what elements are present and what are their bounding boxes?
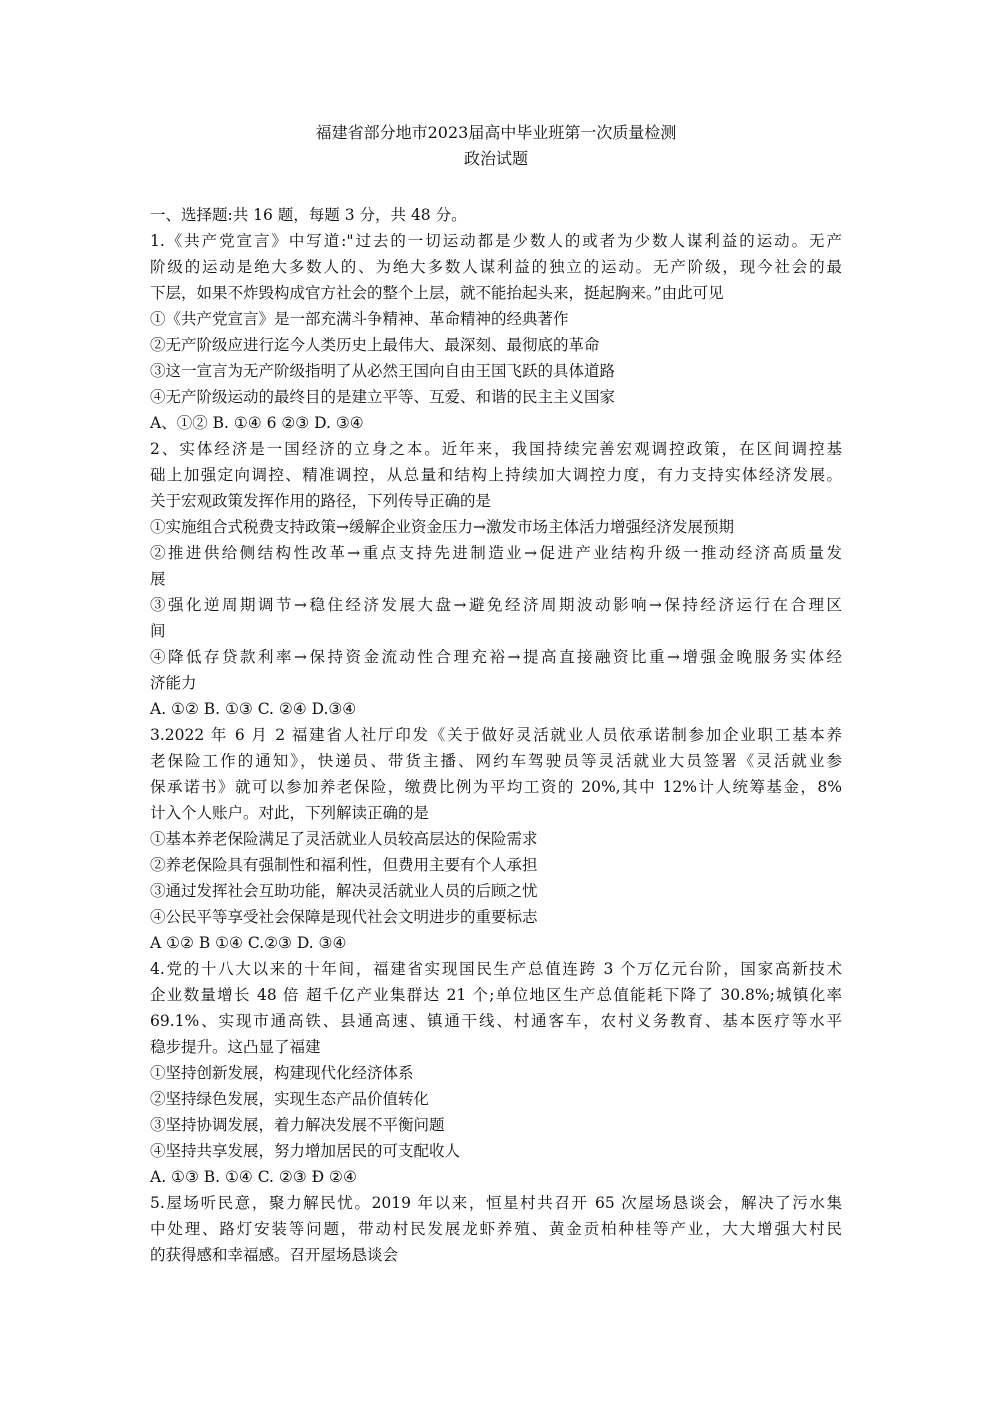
question-stem-line: 2、实体经济是一国经济的立身之本。近年来，我国持续完善宏观调控政策，在区间调控基 <box>150 440 842 458</box>
option-line: ④无产阶级运动的最终目的是建立平等、互爱、和谐的民主主义国家 <box>150 388 616 406</box>
option-line: ②养老保险具有强制性和福利性，但费用主要有个人承担 <box>150 856 538 874</box>
option-line: 间 <box>150 622 166 640</box>
option-line: ③强化逆周期调节→稳住经济发展大盘→避免经济周期波动影响→保持经济运行在合理区 <box>150 596 842 614</box>
question-stem-line: 企业数量增长 48 倍 超千亿产业集群达 21 个;单位地区生产总值能耗下降了 30.8%;城镇化率 <box>150 986 842 1004</box>
exam-body <box>150 202 842 1268</box>
option-line: ①《共产党宣言》是一部充满斗争精神、革命精神的经典著作 <box>150 310 569 328</box>
option-line: ③坚持协调发展，着力解决发展不平衡问题 <box>150 1116 445 1134</box>
question-stem-line: 计入个人账户。对此，下列解读正确的是 <box>150 804 430 822</box>
option-line: ③这一宣言为无产阶级指明了从必然王国向自由王国飞跃的具体道路 <box>150 362 616 380</box>
option-line: ④降低存贷款利率→保持资金流动性合理充裕→提高直接融资比重→增强金晚服务实体经 <box>150 648 842 666</box>
question-stem-line: 69.1%、实现市通高铁、县通高速、镇通干线、村通客车，农村义务教育、基本医疗等水平 <box>150 1012 842 1030</box>
exam-title: 福建省部分地市2023届高中毕业班第一次质量检测 <box>315 123 677 142</box>
question-stem-line: 5.屋场听民意，聚力解民忧。2019 年以来，恒星村共召开 65 次屋场恳谈会，解决了污水集 <box>150 1194 842 1212</box>
question-stem-line: 稳步提升。这凸显了福建 <box>150 1038 321 1056</box>
option-line: ①基本养老保险满足了灵活就业人员较高层达的保险需求 <box>150 830 538 848</box>
question-1 <box>150 228 842 436</box>
answer-choices: A、①② B. ①④ 6 ②③ D. ③④ <box>150 414 364 432</box>
option-line: 济能力 <box>150 674 197 692</box>
section-heading: 一、选择题:共 16 题，每题 3 分，共 48 分。 <box>150 206 467 224</box>
option-line: ④坚持共享发展，努力增加居民的可支配收人 <box>150 1142 461 1160</box>
option-line: ①实施组合式税费支持政策→缓解企业资金压力→激发市场主体活力增强经济发展预期 <box>150 518 734 536</box>
question-stem-line: 础上加强定向调控、精准调控，从总量和结构上持续加大调控力度，有力支持实体经济发展。 <box>150 466 842 484</box>
question-stem-line: 阶级的运动是绝大多数人的、为绝大多数人谋利益的独立的运动。无产阶级，现今社会的最 <box>150 258 842 276</box>
question-4 <box>150 956 842 1190</box>
option-line: ②推进供给侧结构性改革→重点支持先进制造业→促进产业结构升级一推动经济高质量发 <box>150 544 842 562</box>
question-3 <box>150 722 842 956</box>
question-stem-line: 中处理、路灯安装等问题，带动村民发展龙虾养殖、黄金贡柏种桂等产业，大大增强大村民 <box>150 1220 842 1238</box>
option-line: ④公民平等享受社会保障是现代社会文明进步的重要标志 <box>150 908 538 926</box>
question-2 <box>150 436 842 722</box>
question-stem-line: 3.2022 年 6 月 2 福建省人社厅印发《关于做好灵活就业人员依承诺制参加企业职工基本养 <box>150 726 842 744</box>
question-stem-line: 下层，如果不炸毁构成官方社会的整个上层，就不能抬起头来，挺起胸来。”由此可见 <box>150 284 724 302</box>
option-line: ②坚持绿色发展，实现生态产品价值转化 <box>150 1090 430 1108</box>
option-line: ②无产阶级应进行迄今人类历史上最伟大、最深刻、最彻底的革命 <box>150 336 600 354</box>
option-line: 展 <box>150 570 166 588</box>
question-stem-line: 4.党的十八大以来的十年间，福建省实现国民生产总值连跨 3 个万亿元台阶，国家高新技术 <box>150 960 842 978</box>
question-stem-line: 老保险工作的通知》，快递员、带货主播、网约车驾驶员等灵活就业大员签署《灵活就业参 <box>150 752 842 770</box>
question-5 <box>150 1190 842 1268</box>
question-stem-line: 1.《共产党宣言》中写道:"过去的一切运动都是少数人的或者为少数人谋利益的运动。无产 <box>150 232 842 250</box>
question-stem-line: 的获得感和幸福感。召开屋场恳谈会 <box>150 1246 399 1264</box>
question-stem-line: 保承诺书》就可以参加养老保险，缴费比例为平均工资的 20%,其中 12%计人统筹基金，8% <box>150 778 842 796</box>
option-line: ①坚持创新发展，构建现代化经济体系 <box>150 1064 414 1082</box>
option-line: ③通过发挥社会互助功能，解决灵活就业人员的后顾之忧 <box>150 882 538 900</box>
exam-subtitle: 政治试题 <box>463 149 528 168</box>
answer-choices: A ①② B ①④ C.②③ D. ③④ <box>150 934 347 952</box>
question-stem-line: 关于宏观政策发挥作用的路径，下列传导正确的是 <box>150 492 492 510</box>
answer-choices: A. ①③ B. ①④ C. ②③ Đ ②④ <box>150 1168 357 1186</box>
answer-choices: A. ①② B. ①③ C. ②④ D.③④ <box>150 700 357 718</box>
